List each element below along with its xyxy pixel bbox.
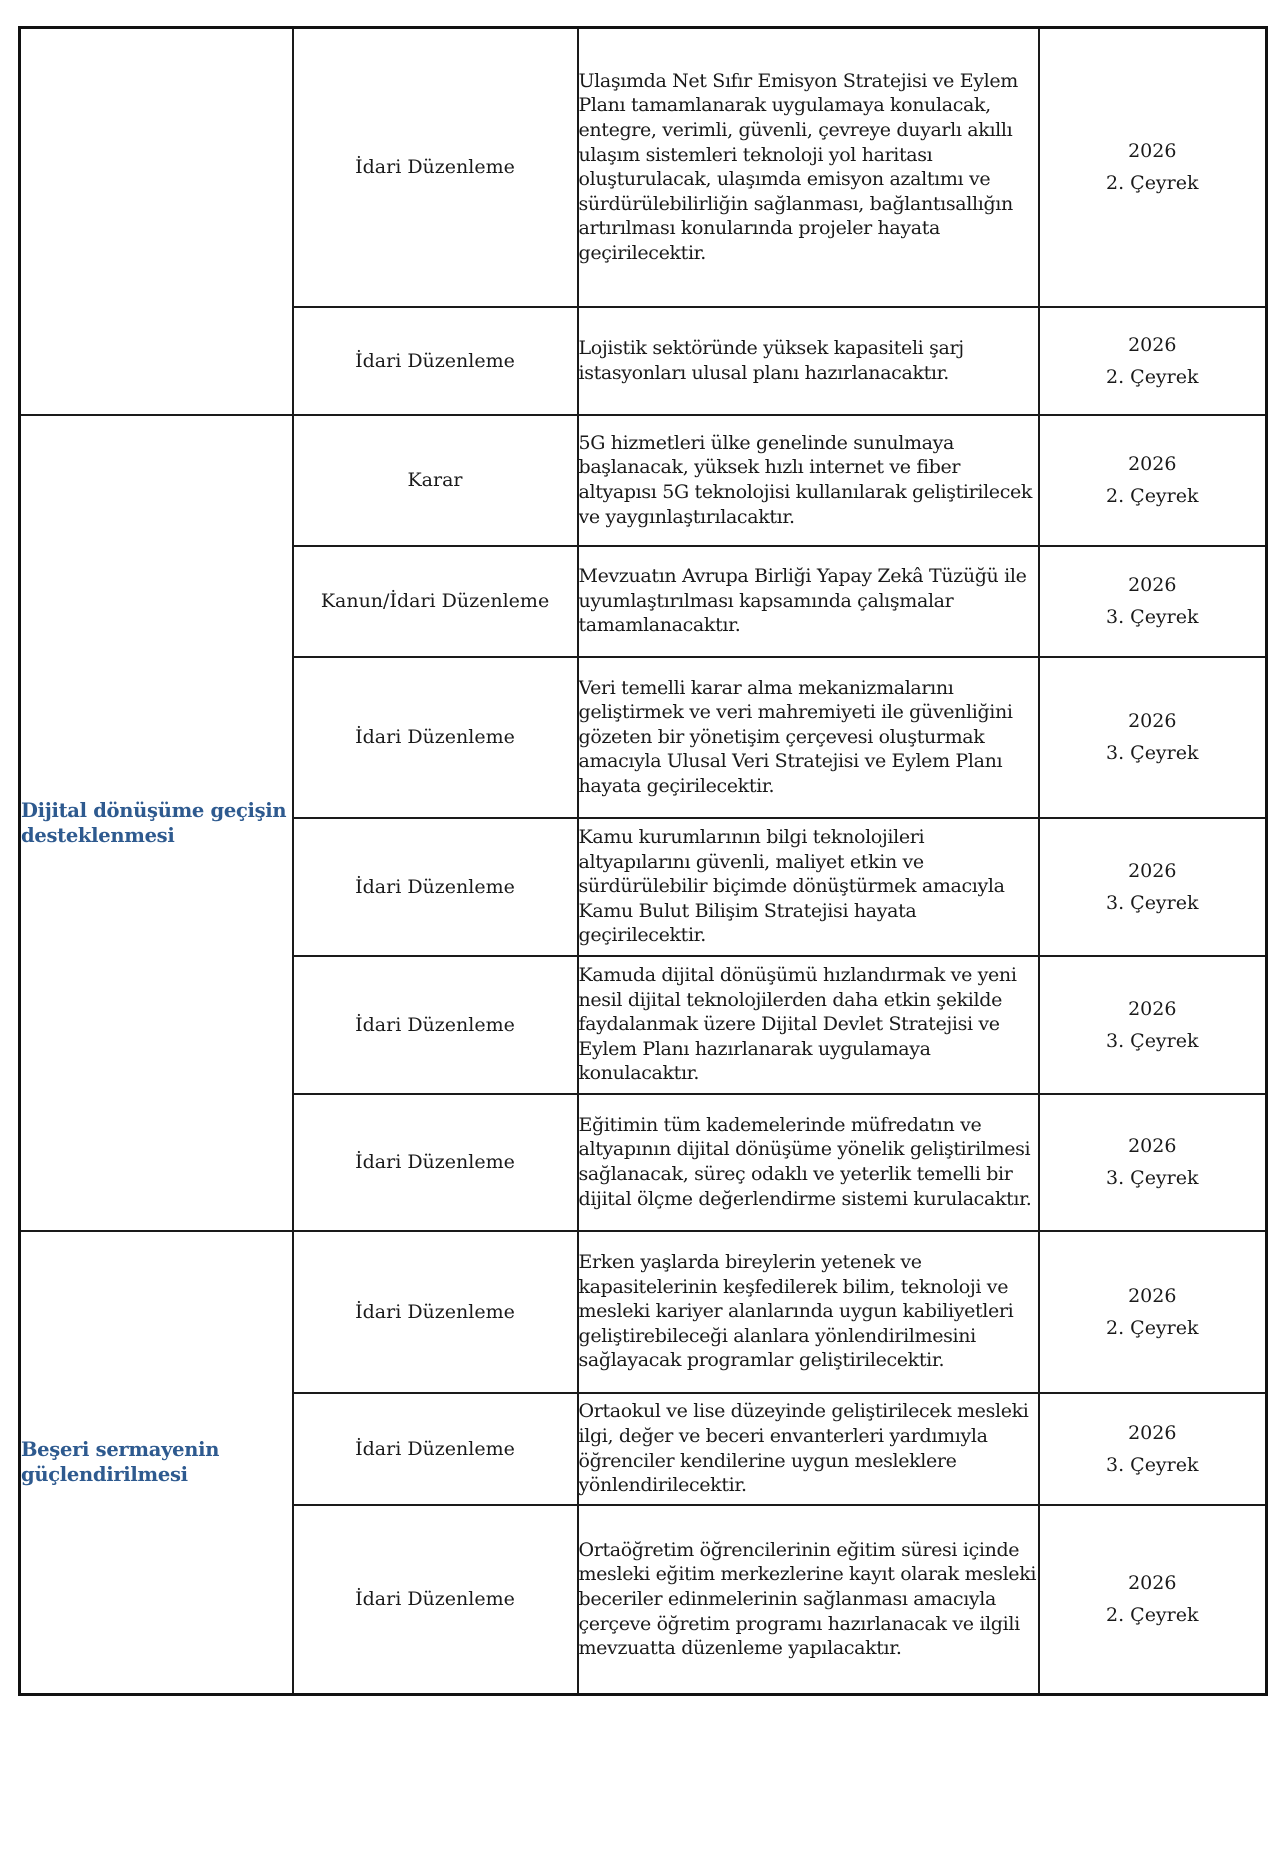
regulation-type-cell <box>293 956 578 1094</box>
action-description: Lojistik sektöründe yüksek kapasiteli şarj istasyonları ulusal planı hazırlanacaktır. <box>578 336 964 384</box>
action-description: Erken yaşlarda bireylerin yetenek ve kapasitelerinin keşfedilerek bilim, teknoloji ve mesleki kariyer alanlarında uygun kabiliyetleri geliştirebileceği alanlara yönlendirilmesini sağlayacak programlar geliştirilecektir. <box>578 1251 1014 1372</box>
deadline-quarter: 2. Çeyrek <box>1105 172 1199 195</box>
action-description: Eğitimin tüm kademelerinde müfredatın ve altyapının dijital dönüşüme yönelik geliştirilmesi sağlanacak, süreç odaklı ve yeterlik temelli bir dijital ölçme değerlendirme sistemi kurulacaktır. <box>578 1113 1032 1210</box>
deadline-year: 2026 <box>1128 453 1177 475</box>
table-row <box>20 28 1267 307</box>
deadline-year: 2026 <box>1128 997 1177 1020</box>
deadline-year: 2026 <box>1128 859 1177 882</box>
deadline-year: 2026 <box>1128 140 1177 163</box>
goal-cell <box>20 415 293 1231</box>
regulation-type: Kanun/İdari Düzenleme <box>320 590 550 612</box>
regulation-type: İdari Düzenleme <box>355 875 515 898</box>
deadline-cell <box>1039 28 1267 307</box>
deadline-year: 2026 <box>1128 1572 1177 1595</box>
action-description: Kamuda dijital dönüşümü hızlandırmak ve yeni nesil dijital teknolojilerden daha etkin şekilde faydalanmak üzere Dijital Devlet Stratejisi ve Eylem Planı hazırlanarak uygulamaya konulacaktır. <box>578 964 1017 1085</box>
deadline-cell <box>1039 415 1267 546</box>
regulation-type: İdari Düzenleme <box>355 1013 515 1036</box>
deadline-cell <box>1039 657 1267 818</box>
regulation-type-cell <box>293 415 578 546</box>
goal-cell <box>20 1231 293 1695</box>
deadline-year: 2026 <box>1128 1284 1177 1307</box>
regulation-type-cell <box>293 1505 578 1695</box>
action-description: Ortaöğretim öğrencilerinin eğitim süresi içinde mesleki eğitim merkezlerine kayıt olarak mesleki beceriler edinmelerinin sağlanması amacıyla çerçeve öğretim programı hazırlanacak ve ilgili mevzuatta düzenleme yapılacaktır. <box>578 1538 1037 1660</box>
goal-title: Beşeri sermayenin güçlendirilmesi <box>21 1438 220 1487</box>
deadline-cell <box>1039 546 1267 657</box>
action-description-cell <box>578 28 1039 307</box>
deadline-quarter: 2. Çeyrek <box>1105 1316 1199 1339</box>
deadline-cell <box>1039 818 1267 956</box>
action-description-cell <box>578 546 1039 657</box>
regulation-type-cell <box>293 1094 578 1231</box>
deadline-quarter: 3. Çeyrek <box>1105 742 1199 764</box>
action-description: Ortaokul ve lise düzeyinde geliştirilecek mesleki ilgi, değer ve beceri envanterleri yardımıyla öğrenciler kendilerine uygun mesleklere yönlendirilecektir. <box>578 1400 1029 1497</box>
regulation-type: İdari Düzenleme <box>355 726 515 748</box>
deadline-quarter: 3. Çeyrek <box>1105 891 1199 914</box>
action-description: Veri temelli karar alma mekanizmalarını geliştirmek ve veri mahremiyeti ile güvenliğini gözeten bir yönetişim çerçevesi oluşturmak amacıyla Ulusal Veri Stratejisi ve Eylem Planı hayata geçirilecektir. <box>578 676 1013 797</box>
goal-title: Dijital dönüşüme geçişin desteklenmesi <box>21 798 287 847</box>
deadline-quarter: 3. Çeyrek <box>1105 606 1199 628</box>
action-description: 5G hizmetleri ülke genelinde sunulmaya başlanacak, yüksek hızlı internet ve fiber altyapısı 5G teknolojisi kullanılarak geliştirilecek ve yaygınlaştırılacaktır. <box>578 431 1033 528</box>
regulation-type: İdari Düzenleme <box>355 1437 515 1460</box>
table-row <box>20 415 1267 546</box>
regulation-type: İdari Düzenleme <box>355 349 515 372</box>
deadline-cell <box>1039 1231 1267 1393</box>
deadline-quarter: 3. Çeyrek <box>1105 1453 1199 1476</box>
deadline-year: 2026 <box>1128 333 1177 356</box>
regulation-type: İdari Düzenleme <box>355 1300 515 1323</box>
action-description-cell <box>578 415 1039 546</box>
deadline-quarter: 2. Çeyrek <box>1105 485 1199 507</box>
action-description-cell <box>578 1505 1039 1695</box>
action-description-cell <box>578 956 1039 1094</box>
action-description-cell <box>578 1231 1039 1393</box>
deadline-year: 2026 <box>1128 710 1177 732</box>
deadline-year: 2026 <box>1128 1421 1177 1444</box>
action-description: Kamu kurumlarının bilgi teknolojileri altyapılarını güvenli, maliyet etkin ve sürdürülebilir biçimde dönüştürmek amacıyla Kamu Bulut Bilişim Stratejisi hayata geçirilecektir. <box>578 826 1005 947</box>
goal-cell <box>20 28 293 415</box>
regulation-type-cell <box>293 546 578 657</box>
regulation-type-cell <box>293 657 578 818</box>
deadline-quarter: 3. Çeyrek <box>1105 1167 1199 1189</box>
deadline-quarter: 2. Çeyrek <box>1105 365 1199 388</box>
action-description-cell <box>578 1094 1039 1231</box>
regulation-type-cell <box>293 818 578 956</box>
action-description-cell <box>578 657 1039 818</box>
deadline-cell <box>1039 956 1267 1094</box>
deadline-cell <box>1039 1505 1267 1695</box>
deadline-cell <box>1039 307 1267 415</box>
action-description-cell <box>578 1393 1039 1505</box>
regulation-type: İdari Düzenleme <box>355 1588 515 1611</box>
regulation-type: İdari Düzenleme <box>355 1151 515 1173</box>
deadline-cell <box>1039 1094 1267 1231</box>
action-description: Ulaşımda Net Sıfır Emisyon Stratejisi ve Eylem Planı tamamlanarak uygulamaya konulacak, entegre, verimli, güvenli, çevreye duyarlı akıllı ulaşım sistemleri teknoloji yol haritası oluşturulacak, ulaşımda emisyon azaltımı ve sürdürülebilirliğin sağlanması, bağlantısallığın artırılması konularında projeler hayata geçirilecektir. <box>578 69 1018 265</box>
regulation-type-cell <box>293 28 578 307</box>
deadline-quarter: 2. Çeyrek <box>1105 1604 1199 1627</box>
action-description-cell <box>578 307 1039 415</box>
action-description: Mevzuatın Avrupa Birliği Yapay Zekâ Tüzüğü ile uyumlaştırılması kapsamında çalışmalar tamamlanacaktır. <box>578 565 1027 637</box>
action-plan-table <box>18 26 1268 1696</box>
deadline-cell <box>1039 1393 1267 1505</box>
regulation-type: İdari Düzenleme <box>355 156 515 179</box>
table-body <box>20 28 1267 1695</box>
table-row <box>20 1231 1267 1393</box>
deadline-year: 2026 <box>1128 1135 1177 1157</box>
regulation-type-cell <box>293 307 578 415</box>
regulation-type-cell <box>293 1231 578 1393</box>
regulation-type-cell <box>293 1393 578 1505</box>
regulation-type: Karar <box>407 469 463 491</box>
action-description-cell <box>578 818 1039 956</box>
deadline-quarter: 3. Çeyrek <box>1105 1029 1199 1052</box>
deadline-year: 2026 <box>1128 574 1177 596</box>
